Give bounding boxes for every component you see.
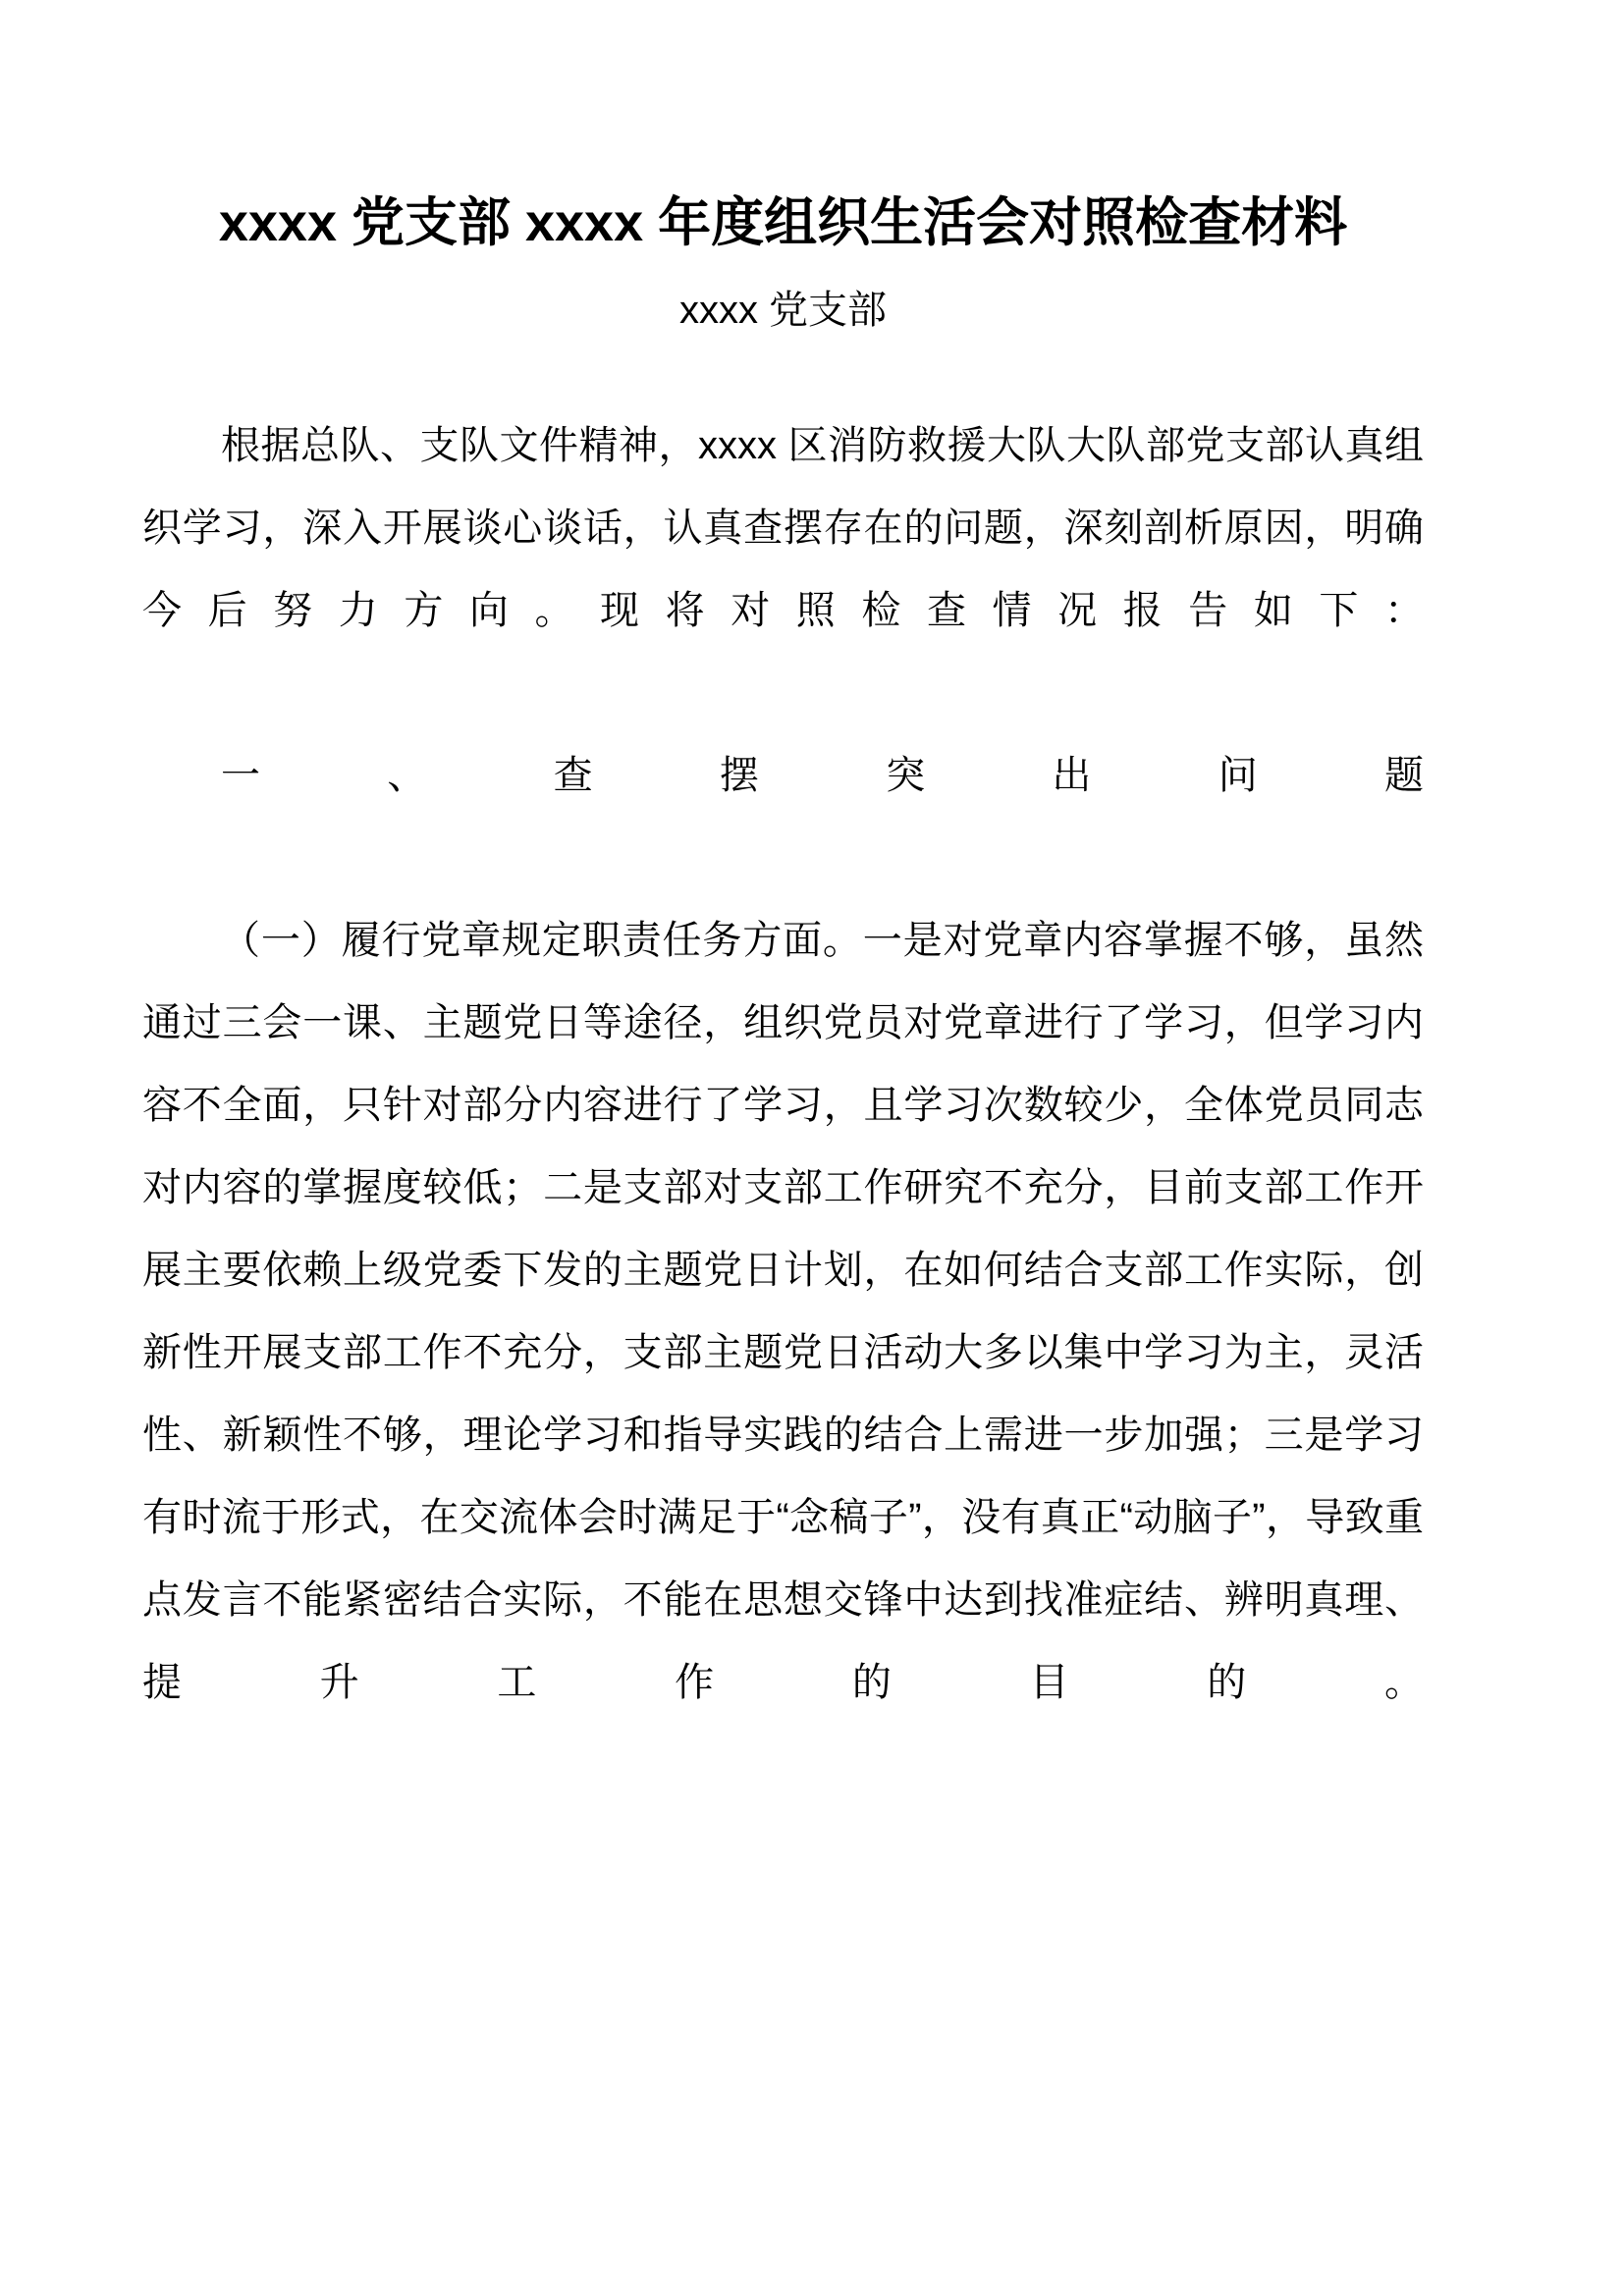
document-subtitle: xxxx 党支部: [678, 289, 888, 332]
document-body: [142, 340, 1424, 1806]
document-content: [142, 0, 1424, 1806]
paragraph-subsection-one: （一）履行党章规定职责任务方面。一是对党章内容掌握不够，虽然通过三会一课、主题党日等途径，组织党员对党章进行了学习，但学习内容不全面，只针对部分内容进行了学习，且学习次数较少，全体党员同志对内容的掌握度较低；二是支部对支部工作研究不充分，目前支部工作开展主要依赖上级党委下发的主题党日计划，在如何结合支部工作实际，创新性开展支部工作不充分，支部主题党日活动大多以集中学习为主，灵活性、新颖性不够，理论学习和指导实践的结合上需进一步加强；三是学习有时流于形式，在交流体会时满足于“念稿子”，没有真正“动脑子”，导致重点发言不能紧密结合实际，不能在思想交锋中达到找准症结、辨明真理、提升工作的目的。: [142, 919, 1424, 1704]
paragraph-intro: 根据总队、支队文件精神，xxxx 区消防救援大队大队部党支部认真组织学习，深入开展谈心谈话，认真查摆存在的问题，深刻剖析原因，明确今后努力方向。现将对照检查情况报告如下：: [142, 424, 1424, 632]
section-heading-one: 一、查摆突出问题: [221, 754, 1424, 797]
page-title: xxxx 党支部 xxxx 年度组织生活会对照检查材料: [218, 193, 1348, 252]
